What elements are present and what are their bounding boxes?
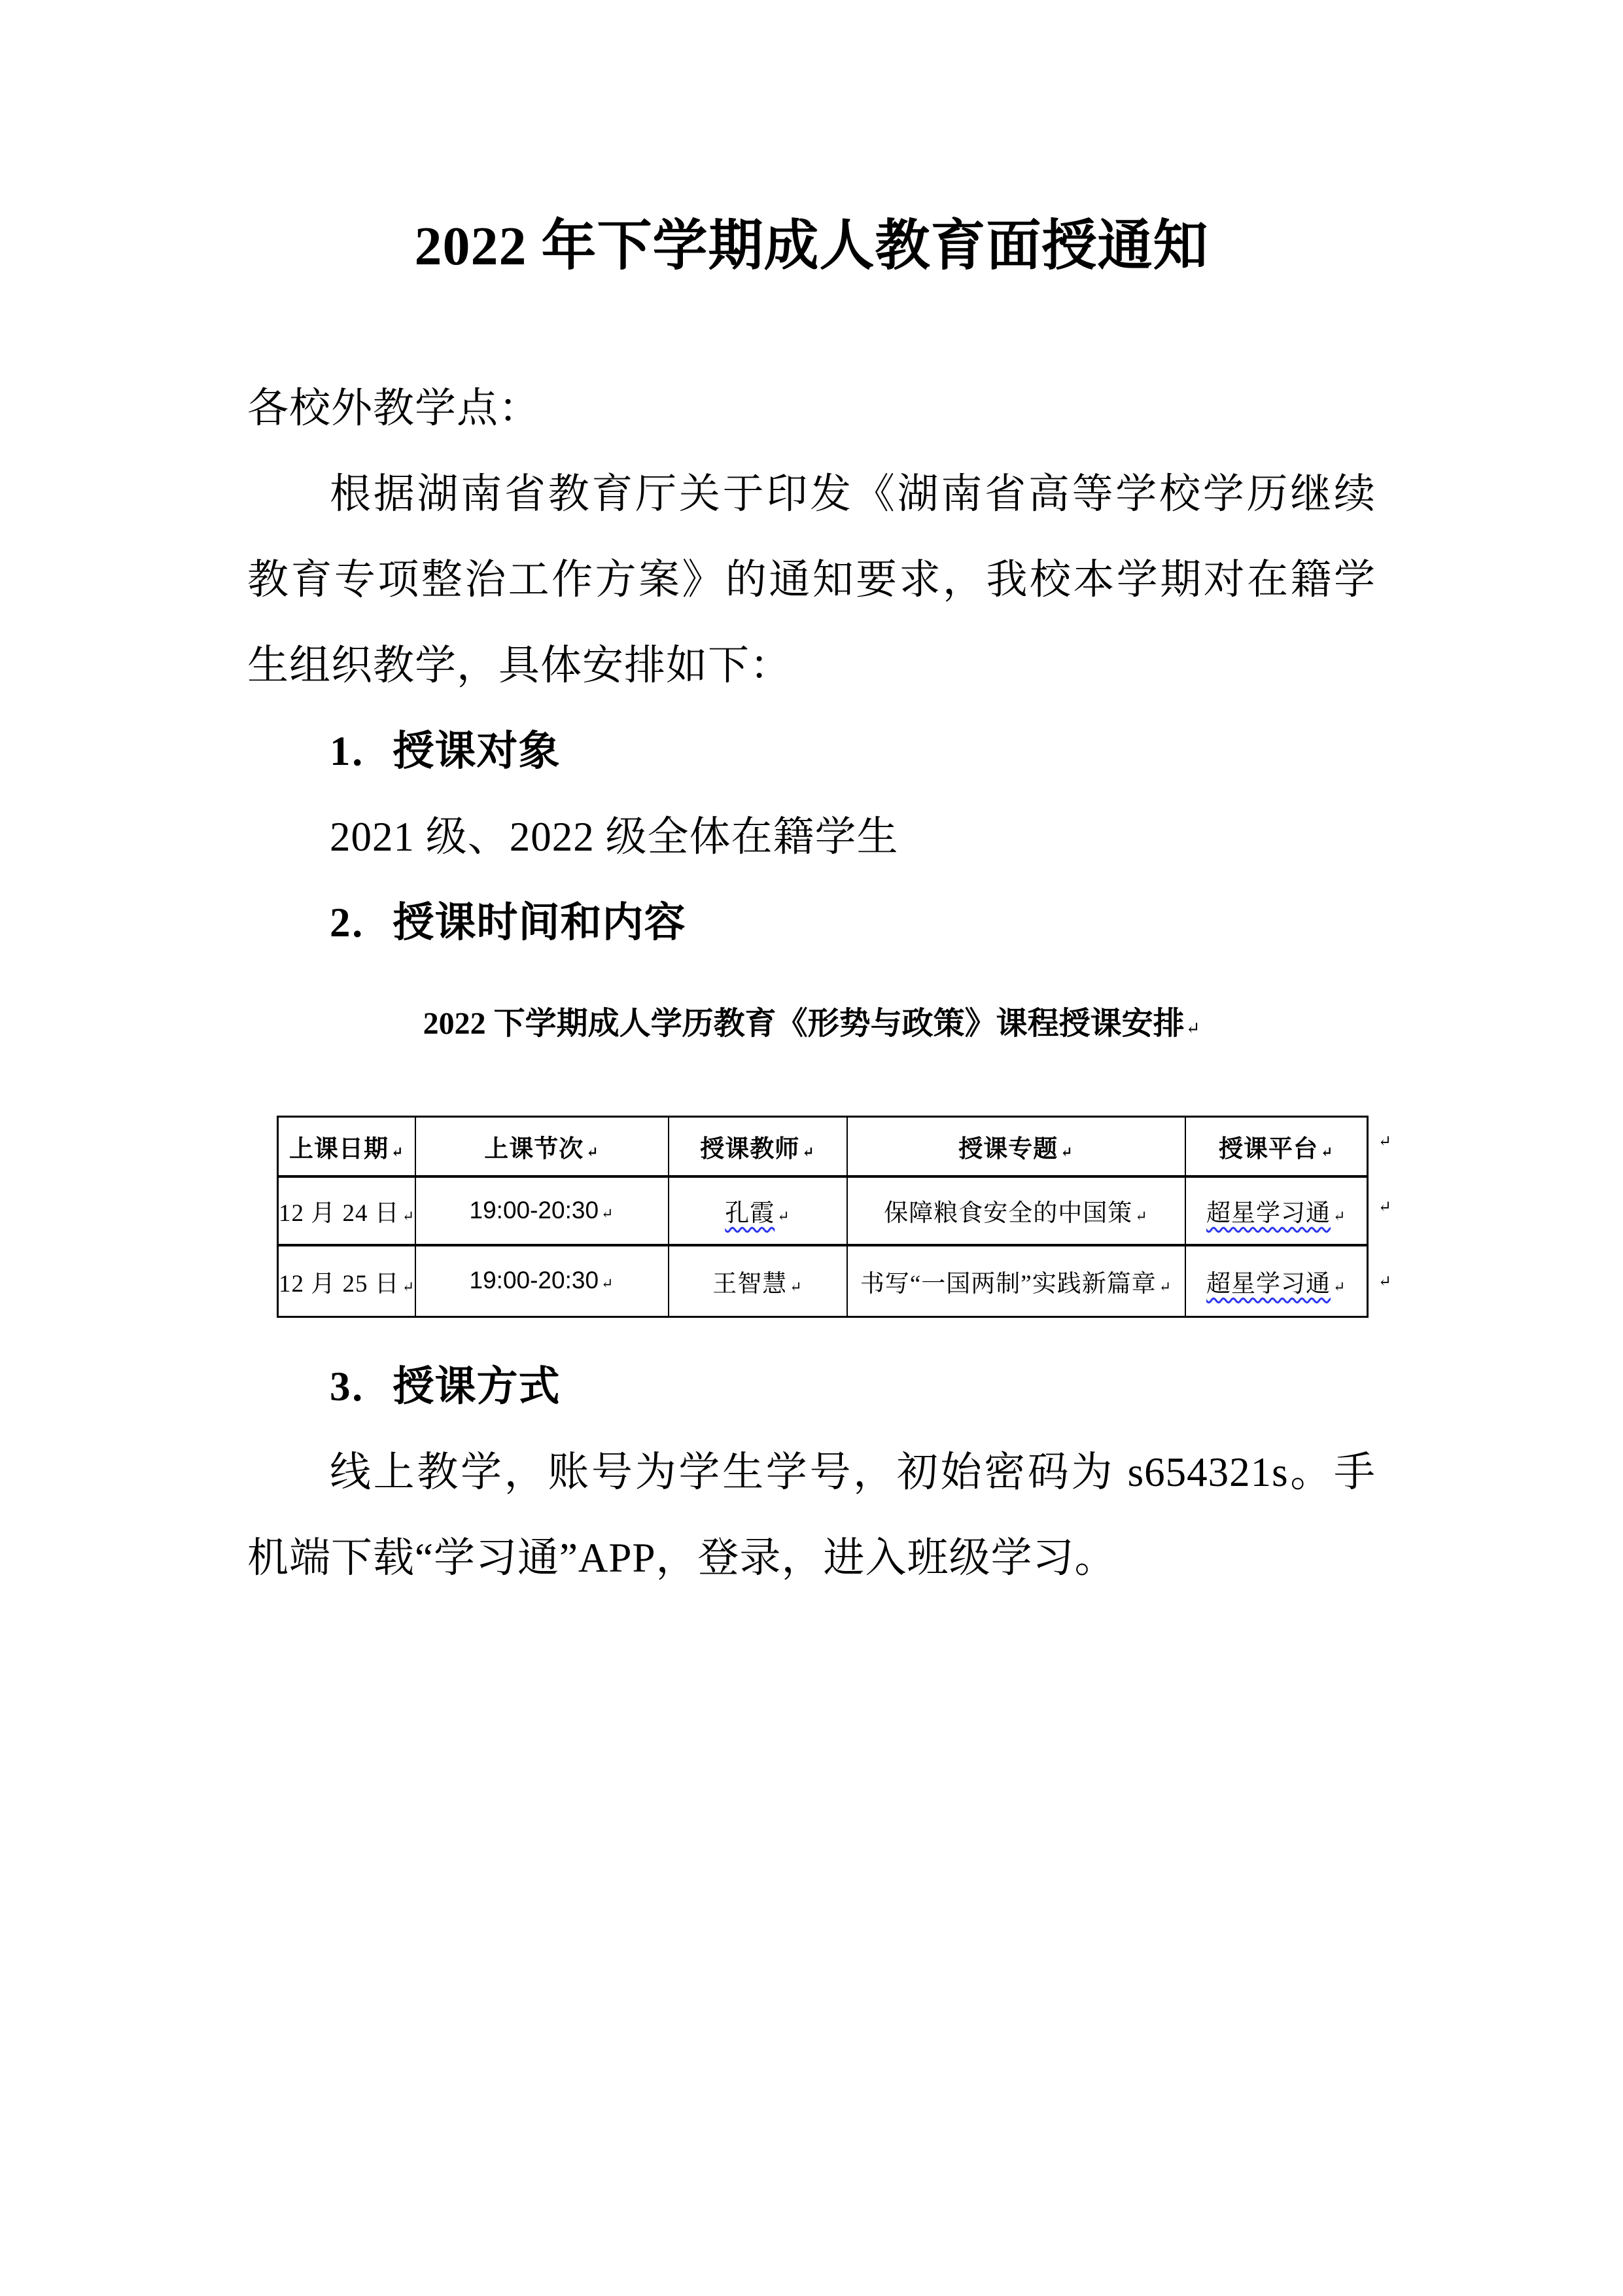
table-row bbox=[278, 1245, 1368, 1317]
cell-topic bbox=[847, 1176, 1185, 1245]
section-3-heading: 3．授课方式 bbox=[330, 1364, 561, 1409]
cell-value: 孔霞 bbox=[725, 1200, 775, 1227]
paragraph-mark-icon: ↵ bbox=[1333, 1278, 1346, 1295]
header-label: 上课节次 bbox=[484, 1135, 584, 1163]
header-label: 授课专题 bbox=[958, 1135, 1058, 1163]
cell-value: 19:00-20:30 bbox=[469, 1196, 599, 1224]
cell-value: 保障粮食安全的中国策 bbox=[884, 1200, 1133, 1227]
paragraph-mark-icon: ↵ bbox=[1159, 1278, 1172, 1295]
cell-value: 书写“一国两制”实践新篇章 bbox=[860, 1270, 1157, 1298]
header-label: 授课教师 bbox=[700, 1135, 800, 1163]
paragraph-mark-icon: ↵ bbox=[790, 1278, 803, 1295]
header-cell-teacher bbox=[669, 1117, 847, 1176]
paragraph-mark-icon: ↵ bbox=[1185, 1019, 1200, 1038]
paragraph-mark-icon: ↵ bbox=[777, 1208, 790, 1224]
paragraph-mark-icon: ↵ bbox=[601, 1205, 614, 1222]
header-cell-platform bbox=[1185, 1117, 1368, 1176]
header-cell-date bbox=[278, 1117, 415, 1176]
paragraph-mark-icon: ↵ bbox=[586, 1143, 599, 1160]
intro-paragraph: 根据湖南省教育厅关于印发《湖南省高等学校学历继续教育专项整治工作方案》的通知要求，我校本学期对在籍学生组织教学，具体安排如下： bbox=[247, 471, 1376, 688]
paragraph-mark-icon: ↵ bbox=[601, 1275, 614, 1292]
section-1-heading: 1．授课对象 bbox=[330, 728, 561, 774]
cell-period bbox=[415, 1245, 669, 1317]
section-3-body: 线上教学，账号为学生学号，初始密码为 s654321s。手机端下载“学习通”APP，登录，进入班级学习。 bbox=[247, 1449, 1376, 1581]
cell-period bbox=[415, 1176, 669, 1245]
cell-platform bbox=[1185, 1176, 1368, 1245]
cell-teacher bbox=[669, 1245, 847, 1317]
schedule-table bbox=[277, 1116, 1369, 1318]
paragraph-mark-icon: ↵ bbox=[1333, 1208, 1346, 1224]
cell-value: 超星学习通 bbox=[1206, 1270, 1331, 1298]
table-caption bbox=[247, 1004, 1376, 1049]
header-label: 授课平台 bbox=[1219, 1135, 1319, 1163]
cell-value: 12 月 25 日 bbox=[279, 1270, 400, 1298]
paragraph-mark-icon: ↵ bbox=[402, 1208, 415, 1224]
paragraph-mark-icon: ↵ bbox=[1135, 1208, 1148, 1224]
paragraph-mark-icon: ↵ bbox=[1321, 1143, 1334, 1160]
paragraph-mark-icon: ↵ bbox=[1060, 1143, 1073, 1160]
cell-value: 王智慧 bbox=[712, 1270, 788, 1298]
section-2-heading: 2．授课时间和内容 bbox=[330, 900, 686, 945]
cell-teacher bbox=[669, 1176, 847, 1245]
paragraph-mark-icon: ↵ bbox=[1378, 1199, 1391, 1216]
header-cell-period bbox=[415, 1117, 669, 1176]
cell-value: 19:00-20:30 bbox=[469, 1267, 599, 1294]
header-cell-topic bbox=[847, 1117, 1185, 1176]
table-header-row bbox=[278, 1117, 1368, 1176]
cell-value: 超星学习通 bbox=[1206, 1200, 1331, 1227]
document-title: 2022 年下学期成人教育面授通知 bbox=[414, 216, 1209, 277]
paragraph-mark-icon: ↵ bbox=[1378, 1133, 1391, 1150]
cell-platform bbox=[1185, 1245, 1368, 1317]
table-row bbox=[278, 1176, 1368, 1245]
table-caption-text: 2022 下学期成人学历教育《形势与政策》课程授课安排 bbox=[423, 1006, 1185, 1041]
paragraph-mark-icon: ↵ bbox=[802, 1143, 815, 1160]
cell-topic bbox=[847, 1245, 1185, 1317]
salutation-line: 各校外教学点： bbox=[247, 385, 540, 431]
schedule-table-wrapper bbox=[277, 1116, 1391, 1318]
cell-date bbox=[278, 1176, 415, 1245]
cell-value: 12 月 24 日 bbox=[279, 1200, 400, 1227]
paragraph-mark-icon: ↵ bbox=[1378, 1273, 1391, 1290]
paragraph-mark-icon: ↵ bbox=[391, 1143, 404, 1160]
section-1-body: 2021 级、2022 级全体在籍学生 bbox=[330, 814, 899, 860]
header-label: 上课日期 bbox=[289, 1135, 389, 1163]
paragraph-mark-icon: ↵ bbox=[402, 1278, 415, 1295]
cell-date bbox=[278, 1245, 415, 1317]
